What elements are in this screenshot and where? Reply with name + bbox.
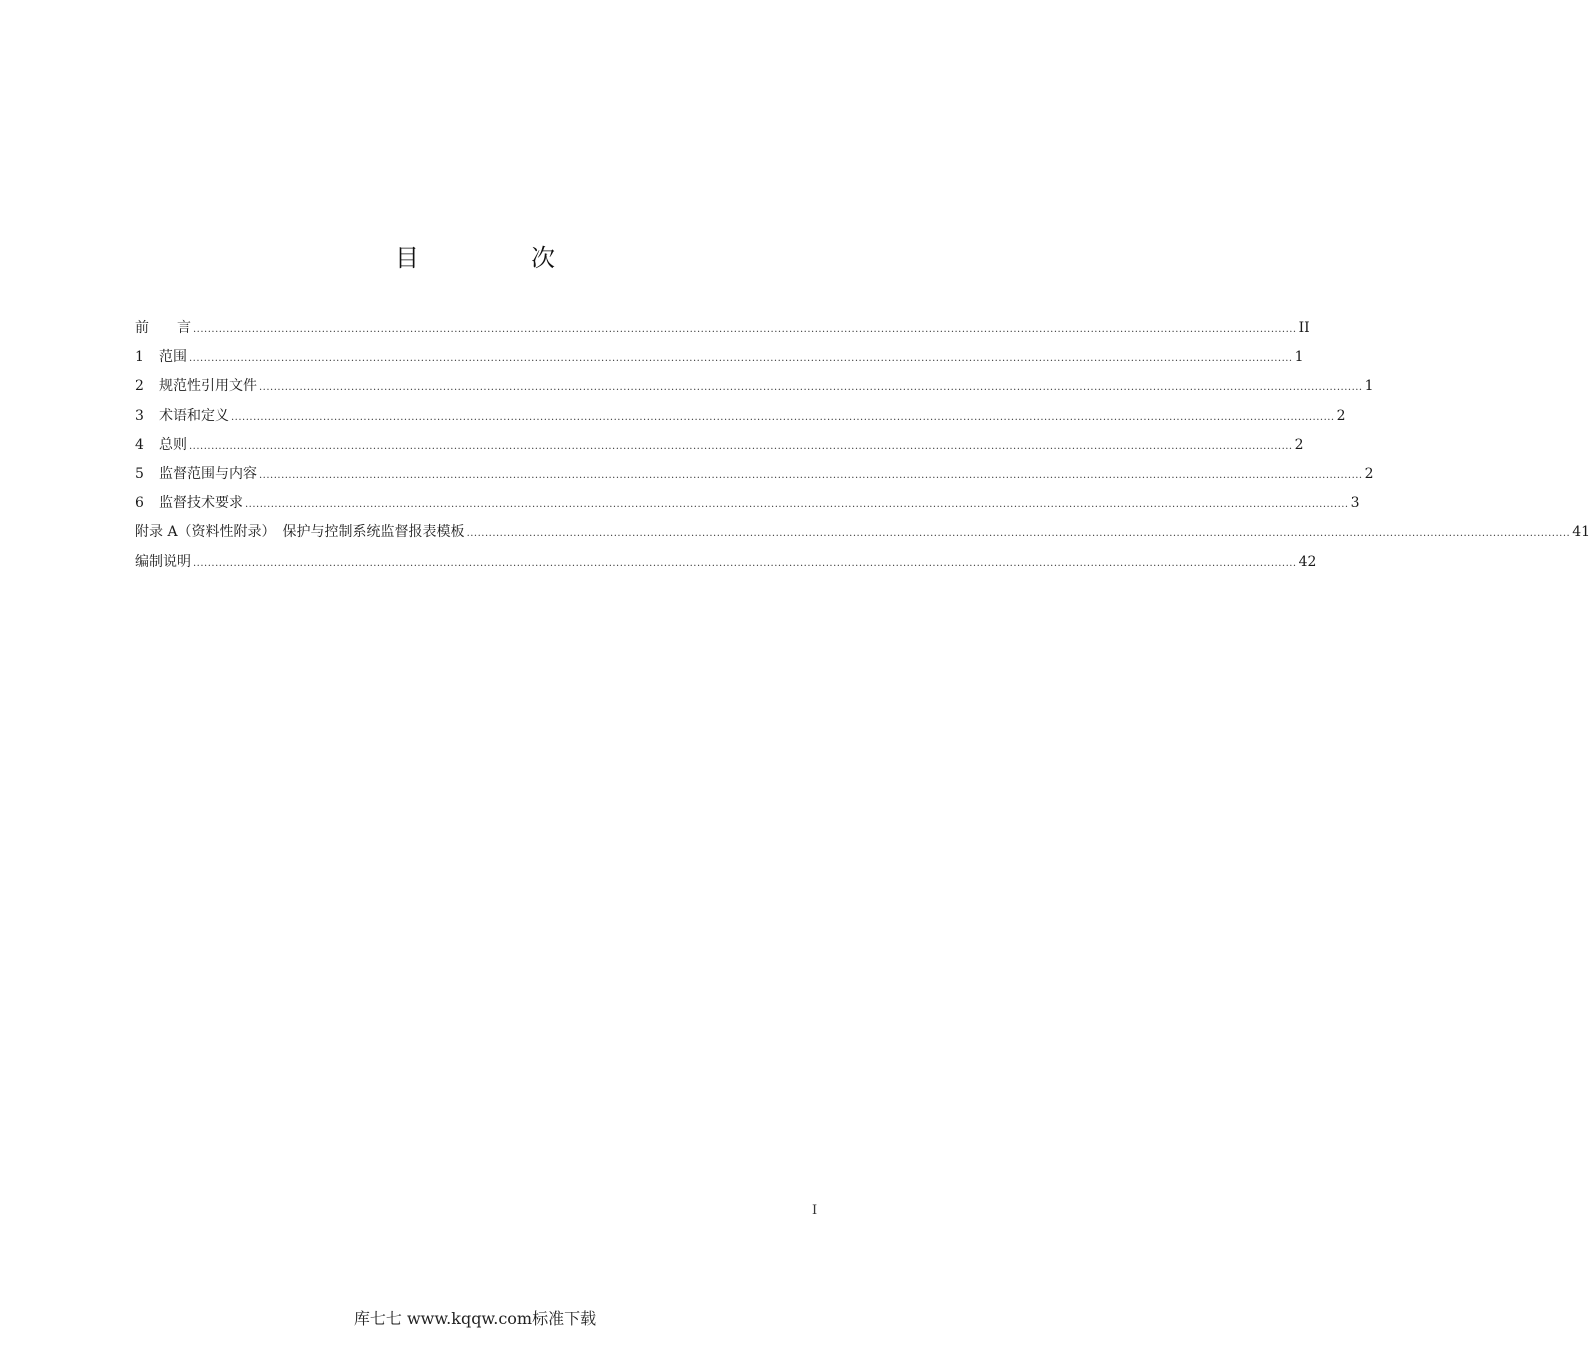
- toc-dot-leader: ............................................................................................................................................................................................................................................................................................................: [193, 557, 1297, 569]
- toc-entry-page: 3: [1350, 495, 1360, 512]
- toc-dot-leader: ............................................................................................................................................................................................................................................................................................................: [189, 440, 1293, 452]
- toc-entry-page: 1: [1294, 349, 1304, 366]
- toc-entry-page: 2: [1294, 436, 1304, 453]
- toc-entry-title: 规范性引用文件: [159, 378, 257, 395]
- table-of-contents: [135, 314, 1590, 577]
- toc-entry-title: 术语和定义: [159, 407, 229, 424]
- toc-entry-page: 1: [1364, 378, 1374, 395]
- toc-entry-page: II: [1298, 320, 1310, 336]
- toc-entry-terms-definitions[interactable]: [135, 402, 1346, 431]
- toc-entry-number: 6: [135, 495, 144, 512]
- toc-entry-title: 附录 A（资料性附录） 保护与控制系统监督报表模板: [135, 524, 465, 541]
- toc-entry-title: 范围: [159, 349, 187, 366]
- toc-dot-leader: ............................................................................................................................................................................................................................................................................................................: [466, 528, 1571, 540]
- toc-entry-page: 2: [1336, 407, 1346, 424]
- toc-entry-page: 2: [1364, 465, 1374, 482]
- footer-watermark: 库七七 www.kqqw.com标准下载: [353, 1309, 597, 1328]
- page-number: I: [812, 1203, 818, 1218]
- toc-entry-normative-references[interactable]: [135, 372, 1374, 401]
- toc-entry-technical-requirements[interactable]: [135, 489, 1360, 518]
- toc-dot-leader: ............................................................................................................................................................................................................................................................................................................: [231, 411, 1335, 423]
- toc-entry-title: 监督技术要求: [159, 495, 243, 512]
- toc-dot-leader: ............................................................................................................................................................................................................................................................................................................: [245, 499, 1349, 511]
- toc-dot-leader: ............................................................................................................................................................................................................................................................................................................: [189, 353, 1293, 365]
- toc-entry-title: 总则: [159, 436, 187, 453]
- toc-entry-page: 41: [1572, 524, 1590, 541]
- toc-entry-title: 监督范围与内容: [159, 465, 257, 482]
- toc-entry-number: 5: [135, 465, 144, 482]
- toc-entry-compilation-notes[interactable]: [135, 548, 1317, 577]
- toc-entry-title: 前 言: [135, 320, 191, 336]
- toc-entry-supervision-scope[interactable]: [135, 460, 1374, 489]
- toc-entry-page: 42: [1298, 553, 1317, 570]
- toc-dot-leader: ............................................................................................................................................................................................................................................................................................................: [259, 382, 1363, 394]
- toc-entry-preface[interactable]: [135, 314, 1310, 343]
- toc-entry-number: 3: [135, 407, 144, 424]
- page-title: 目 次: [395, 244, 599, 272]
- toc-entry-title: 编制说明: [135, 553, 191, 570]
- toc-dot-leader: ............................................................................................................................................................................................................................................................................................................: [193, 324, 1297, 335]
- toc-entry-number: 1: [135, 349, 144, 366]
- toc-dot-leader: ............................................................................................................................................................................................................................................................................................................: [259, 469, 1363, 481]
- toc-entry-scope[interactable]: [135, 343, 1304, 372]
- toc-entry-number: 4: [135, 436, 144, 453]
- toc-entry-general[interactable]: [135, 431, 1304, 460]
- toc-entry-appendix-a[interactable]: [135, 518, 1590, 547]
- toc-entry-number: 2: [135, 378, 144, 395]
